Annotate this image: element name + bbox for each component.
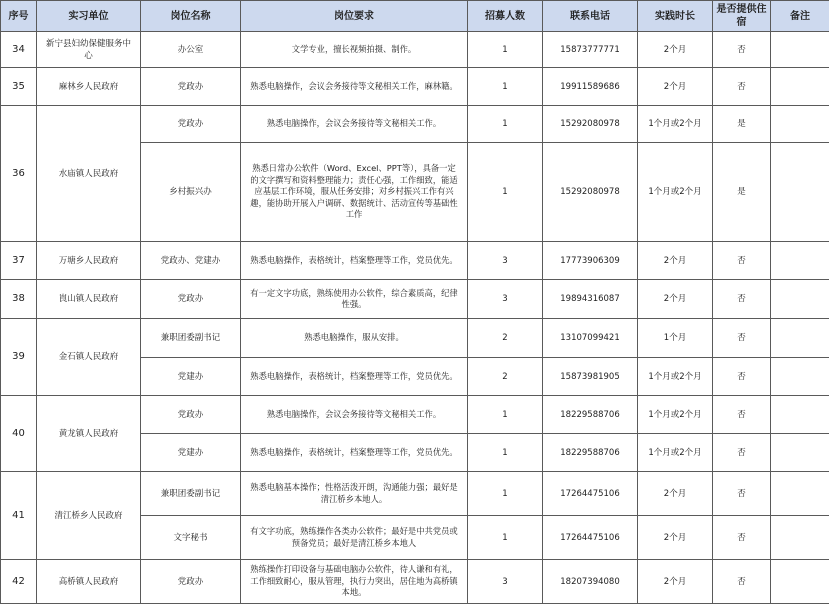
row-count: 1: [468, 396, 543, 434]
row-lodging: 否: [713, 472, 771, 516]
header-unit: 实习单位: [37, 1, 141, 32]
row-lodging: 否: [713, 68, 771, 106]
row-duration: 2个月: [638, 560, 713, 604]
row-post: 兼职团委副书记: [141, 319, 241, 358]
row-duration: 1个月或2个月: [638, 358, 713, 396]
row-unit: 高桥镇人民政府: [37, 560, 141, 604]
row-duration: 1个月或2个月: [638, 434, 713, 472]
row-requirements: 有一定文字功底，熟练使用办公软件，综合素质高，纪律性强。: [241, 280, 468, 319]
row-duration: 2个月: [638, 280, 713, 319]
row-post: 党政办: [141, 280, 241, 319]
row-count: 1: [468, 106, 543, 143]
row-note: [771, 68, 829, 106]
row-phone: 18229588706: [543, 396, 638, 434]
row-requirements: 熟悉电脑基本操作；性格活泼开朗，沟通能力强；最好是清江桥乡本地人。: [241, 472, 468, 516]
table-row: [1, 68, 829, 106]
row-count: 1: [468, 32, 543, 68]
header-no: 序号: [1, 1, 37, 32]
row-requirements: 熟悉电脑操作，表格统计，档案整理等工作，党员优先。: [241, 358, 468, 396]
row-requirements: 熟练操作打印设备与基础电脑办公软件，待人谦和有礼，工作细致耐心，服从管理，执行力突出，居住地为高桥镇本地。: [241, 560, 468, 604]
row-no: 41: [1, 472, 37, 560]
row-requirements: 熟悉电脑操作，表格统计，档案整理等工作，党员优先。: [241, 242, 468, 280]
table-row: [1, 396, 829, 434]
row-note: [771, 472, 829, 516]
row-phone: 18229588706: [543, 434, 638, 472]
row-note: [771, 560, 829, 604]
row-count: 1: [468, 434, 543, 472]
row-count: 2: [468, 358, 543, 396]
row-count: 1: [468, 68, 543, 106]
row-requirements: 熟悉电脑操作，服从安排。: [241, 319, 468, 358]
row-count: 3: [468, 560, 543, 604]
row-note: [771, 396, 829, 434]
row-requirements: 有文字功底，熟练操作各类办公软件；最好是中共党员或预备党员；最好是清江桥乡本地人: [241, 516, 468, 560]
row-lodging: 否: [713, 516, 771, 560]
row-phone: 18207394080: [543, 560, 638, 604]
row-note: [771, 358, 829, 396]
row-duration: 2个月: [638, 242, 713, 280]
row-phone: 13107099421: [543, 319, 638, 358]
row-post: 兼职团委副书记: [141, 472, 241, 516]
row-post: 办公室: [141, 32, 241, 68]
row-lodging: 是: [713, 143, 771, 242]
row-no: 34: [1, 32, 37, 68]
header-note: 备注: [771, 1, 829, 32]
row-phone: 17773906309: [543, 242, 638, 280]
table-row: [1, 242, 829, 280]
header-duration: 实践时长: [638, 1, 713, 32]
row-unit: 新宁县妇幼保健服务中心: [37, 32, 141, 68]
row-unit: 麻林乡人民政府: [37, 68, 141, 106]
row-requirements: 熟悉电脑操作，会议会务接待等文秘相关工作。: [241, 106, 468, 143]
row-duration: 2个月: [638, 68, 713, 106]
row-post: 党政办: [141, 396, 241, 434]
row-phone: 15873777771: [543, 32, 638, 68]
row-count: 1: [468, 516, 543, 560]
row-note: [771, 516, 829, 560]
table-row: [1, 280, 829, 319]
table-row: [1, 32, 829, 68]
row-lodging: 否: [713, 560, 771, 604]
row-lodging: 否: [713, 242, 771, 280]
row-note: [771, 319, 829, 358]
row-phone: 15292080978: [543, 143, 638, 242]
row-phone: 15873981905: [543, 358, 638, 396]
row-post: 文字秘书: [141, 516, 241, 560]
row-requirements: 熟悉电脑操作，会议会务接待等文秘相关工作。: [241, 396, 468, 434]
row-requirements: 熟悉电脑操作，会议会务接待等文秘相关工作，麻林籍。: [241, 68, 468, 106]
row-lodging: 否: [713, 32, 771, 68]
row-unit: 金石镇人民政府: [37, 319, 141, 396]
row-post: 党政办: [141, 106, 241, 143]
row-unit: 黄龙镇人民政府: [37, 396, 141, 472]
row-duration: 1个月或2个月: [638, 143, 713, 242]
row-duration: 1个月或2个月: [638, 106, 713, 143]
table-row: [1, 560, 829, 604]
row-no: 39: [1, 319, 37, 396]
row-lodging: 否: [713, 280, 771, 319]
row-requirements: 熟悉日常办公软件（Word、Excel、PPT等），具备一定的文字撰写和资料整理能力；责任心强，工作细致，能适应基层工作环境，服从任务安排；对乡村振兴工作有兴趣，能协助开展入户调研、数据统计、活动宣传等基础性工作: [241, 143, 468, 242]
row-phone: 17264475106: [543, 516, 638, 560]
row-phone: 17264475106: [543, 472, 638, 516]
row-count: 2: [468, 319, 543, 358]
row-requirements: 文学专业，擅长视频拍摄、制作。: [241, 32, 468, 68]
row-duration: 2个月: [638, 472, 713, 516]
row-post: 党政办: [141, 560, 241, 604]
row-duration: 1个月: [638, 319, 713, 358]
row-note: [771, 32, 829, 68]
row-phone: 15292080978: [543, 106, 638, 143]
header-requirements: 岗位要求: [241, 1, 468, 32]
row-duration: 2个月: [638, 516, 713, 560]
header-count: 招募人数: [468, 1, 543, 32]
row-lodging: 是: [713, 106, 771, 143]
row-unit: 清江桥乡人民政府: [37, 472, 141, 560]
table-row: [1, 106, 829, 143]
row-lodging: 否: [713, 434, 771, 472]
row-unit: 万塘乡人民政府: [37, 242, 141, 280]
row-count: 1: [468, 143, 543, 242]
row-count: 3: [468, 280, 543, 319]
row-requirements: 熟悉电脑操作，表格统计，档案整理等工作，党员优先。: [241, 434, 468, 472]
row-post: 党建办: [141, 358, 241, 396]
table-row: [1, 472, 829, 516]
header-row: [1, 1, 829, 32]
row-post: 党政办: [141, 68, 241, 106]
row-post: 党建办: [141, 434, 241, 472]
row-duration: 1个月或2个月: [638, 396, 713, 434]
row-no: 42: [1, 560, 37, 604]
row-no: 38: [1, 280, 37, 319]
row-note: [771, 280, 829, 319]
row-post: 党政办、党建办: [141, 242, 241, 280]
row-phone: 19911589686: [543, 68, 638, 106]
row-lodging: 否: [713, 396, 771, 434]
row-no: 40: [1, 396, 37, 472]
row-no: 35: [1, 68, 37, 106]
header-lodging: 是否提供住宿: [713, 1, 771, 32]
row-no: 37: [1, 242, 37, 280]
row-unit: 崀山镇人民政府: [37, 280, 141, 319]
row-unit: 水庙镇人民政府: [37, 106, 141, 242]
header-post: 岗位名称: [141, 1, 241, 32]
table-row: [1, 319, 829, 358]
row-count: 3: [468, 242, 543, 280]
row-duration: 2个月: [638, 32, 713, 68]
row-no: 36: [1, 106, 37, 242]
header-phone: 联系电话: [543, 1, 638, 32]
row-lodging: 否: [713, 319, 771, 358]
row-count: 1: [468, 472, 543, 516]
row-note: [771, 434, 829, 472]
row-note: [771, 143, 829, 242]
row-phone: 19894316087: [543, 280, 638, 319]
row-post: 乡村振兴办: [141, 143, 241, 242]
row-lodging: 否: [713, 358, 771, 396]
row-note: [771, 242, 829, 280]
row-note: [771, 106, 829, 143]
